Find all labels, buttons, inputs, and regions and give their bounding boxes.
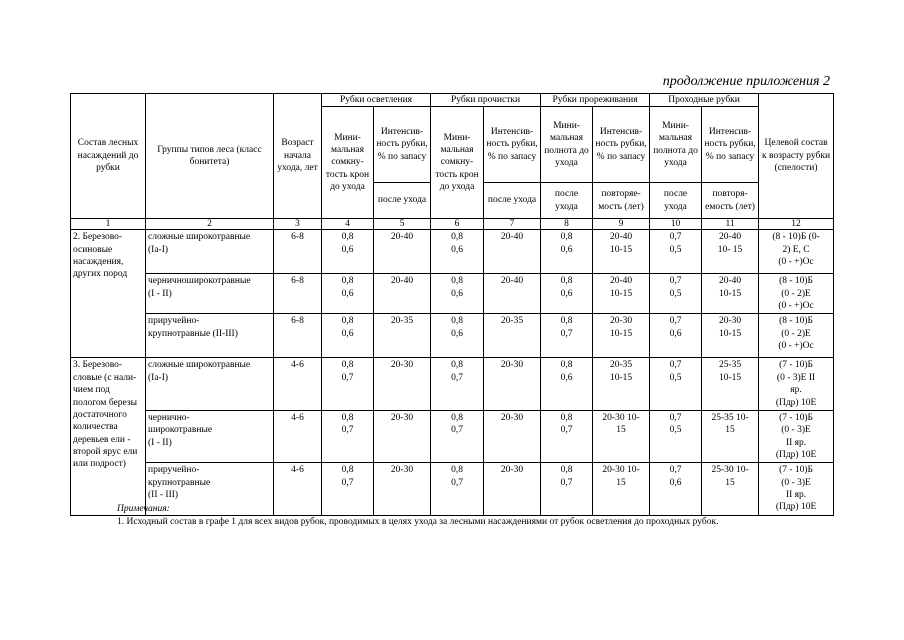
target-composition-cell-line: (0 - 2)Е — [781, 328, 811, 339]
thinning-intensity-cell-line: 10-15 — [609, 244, 633, 255]
thinning-stocking-cell-line: 0,6 — [560, 244, 573, 255]
composition-cell: 3. Березово-словые (с нали-чием под пологом березы достаточного количества деревьев ели - второй ярус ели или подрост) — [71, 358, 146, 516]
thinning-stocking-cell — [541, 358, 593, 410]
cleaning-density-cell — [431, 314, 484, 358]
column-number: 11 — [702, 219, 759, 230]
passing-stocking-cell-line: 0,6 — [669, 477, 682, 488]
notes — [117, 503, 837, 529]
target-composition-cell-line: (0 - 2)Е — [781, 288, 811, 299]
thinning-intensity-cell-line: 15 — [616, 477, 626, 488]
header-thinning-intensity: Интенсив-ность рубки, % по запасу — [593, 107, 650, 183]
cleaning-density-cell-line: 0,8 — [451, 276, 463, 287]
passing-intensity-cell-line: 10-15 — [718, 288, 742, 299]
target-composition-cell-line: (7 - 10)Б — [779, 360, 814, 371]
cleaning-density-cell-line: 0,8 — [451, 412, 463, 423]
forest-type-cell-line: крупнотравные — [148, 477, 211, 488]
thinning-stocking-cell-line: 0,8 — [560, 412, 573, 423]
target-composition-cell-line: (Пдр) 10Е — [775, 449, 817, 460]
cleaning-intensity-cell — [484, 230, 541, 274]
lightening-intensity-cell — [374, 314, 431, 358]
page-caption: продолжение приложения 2 — [662, 74, 830, 89]
thinning-intensity-cell — [593, 410, 650, 462]
passing-intensity-cell-line: 25-35 — [718, 360, 742, 371]
cleaning-intensity-cell — [484, 314, 541, 358]
cleaning-density-cell — [431, 230, 484, 274]
column-number: 5 — [374, 219, 431, 230]
passing-stocking-cell-line: 0,7 — [669, 360, 682, 371]
column-number: 3 — [274, 219, 322, 230]
target-composition-cell-line: (0 - +)Ос — [778, 341, 814, 352]
lightening-density-cell-line: 0,7 — [341, 477, 354, 488]
lightening-intensity-cell-line: 20-40 — [390, 232, 414, 243]
header-group-thinning: Рубки прореживания — [541, 94, 650, 107]
header-passing-after: после ухода — [650, 183, 702, 219]
passing-stocking-cell-line: 0,5 — [669, 244, 682, 255]
passing-intensity-cell-line: 25-35 10- — [711, 412, 749, 423]
column-number: 9 — [593, 219, 650, 230]
cleaning-density-cell-line: 0,8 — [451, 316, 463, 327]
forest-type-cell-line: чернично- — [148, 412, 190, 423]
start-age-cell: 6-8 — [274, 314, 322, 358]
thinning-intensity-cell-line: 15 — [616, 425, 626, 436]
thinning-intensity-cell-line: 20-40 — [609, 232, 633, 243]
cleaning-intensity-cell-line: 20-40 — [500, 276, 524, 287]
passing-stocking-cell-line: 0,6 — [669, 328, 682, 339]
lightening-density-cell-line: 0,8 — [341, 232, 354, 243]
lightening-density-cell-line: 0,7 — [341, 372, 354, 383]
table-row — [71, 274, 834, 314]
cleaning-density-cell-line: 0,6 — [451, 244, 463, 255]
forest-type-cell — [146, 358, 274, 410]
cleaning-density-cell-line: 0,6 — [451, 288, 463, 299]
lightening-intensity-cell — [374, 230, 431, 274]
header-passing-intensity: Интенсив-ность рубки, % по запасу — [702, 107, 759, 183]
target-composition-cell-line: (7 - 10)Б — [779, 412, 814, 423]
target-composition-cell — [759, 358, 834, 410]
passing-stocking-cell — [650, 274, 702, 314]
lightening-density-cell — [322, 230, 374, 274]
passing-intensity-cell-line: 20-40 — [718, 232, 742, 243]
lightening-density-cell-line: 0,8 — [341, 316, 354, 327]
passing-intensity-cell-line: 10-15 — [718, 328, 742, 339]
lightening-density-cell-line: 0,8 — [341, 465, 354, 476]
lightening-intensity-cell-line: 20-30 — [390, 465, 414, 476]
lightening-density-cell — [322, 314, 374, 358]
target-composition-cell — [759, 274, 834, 314]
start-age-cell: 4-6 — [274, 410, 322, 462]
cleaning-density-cell-line: 0,8 — [451, 232, 463, 243]
forest-type-cell-line: сложные широкотравные — [148, 232, 251, 243]
passing-intensity-cell — [702, 230, 759, 274]
passing-stocking-cell — [650, 314, 702, 358]
passing-stocking-cell-line: 0,7 — [669, 276, 682, 287]
thinning-stocking-cell-line: 0,6 — [560, 288, 573, 299]
thinning-stocking-cell — [541, 274, 593, 314]
cleaning-density-cell-line: 0,6 — [451, 328, 463, 339]
target-composition-cell — [759, 314, 834, 358]
lightening-intensity-cell-line: 20-30 — [390, 360, 414, 371]
forest-type-cell — [146, 314, 274, 358]
passing-stocking-cell-line: 0,7 — [669, 412, 682, 423]
target-composition-cell-line: II яр. — [785, 437, 807, 448]
header-start-age: Возраст начала ухода, лет — [274, 94, 322, 219]
thinning-intensity-cell-line: 10-15 — [609, 328, 633, 339]
header-row-groups — [71, 94, 834, 107]
passing-intensity-cell-line: 20-30 — [718, 316, 742, 327]
thinning-stocking-cell-line: 0,8 — [560, 276, 573, 287]
header-lightening-after: после ухода — [374, 183, 431, 219]
forest-type-cell-line: (I - II) — [148, 288, 172, 299]
target-composition-cell-line: 2) Е, С — [782, 244, 810, 255]
cleaning-density-cell-line: 0,8 — [451, 360, 463, 371]
passing-stocking-cell-line: 0,7 — [669, 232, 682, 243]
forest-type-cell-line: (Ia-I) — [148, 372, 169, 383]
column-number: 8 — [541, 219, 593, 230]
forest-type-cell-line: крупнотравные (II-III) — [148, 328, 238, 339]
forest-type-cell-line: (Ia-I) — [148, 244, 169, 255]
header-passing-repeat: повторя-емость (лет) — [702, 183, 759, 219]
lightening-intensity-cell-line: 20-30 — [390, 412, 414, 423]
target-composition-cell-line: (8 - 10)Б — [779, 316, 814, 327]
composition-cell: 2. Березово-осиновые насаждения, других пород — [71, 230, 146, 358]
target-composition-cell — [759, 230, 834, 274]
header-cleaning-density: Мини-мальная сомкну-тость крон до ухода — [431, 107, 484, 219]
header-passing-stocking: Мини-мальная полнота до ухода — [650, 107, 702, 183]
lightening-density-cell — [322, 358, 374, 410]
target-composition-cell-line: (0 - +)Ос — [778, 257, 814, 268]
notes-title: Примечания: — [117, 504, 170, 514]
lightening-intensity-cell-line: 20-40 — [390, 276, 414, 287]
forest-type-cell-line: сложные широкотравные — [148, 360, 251, 371]
target-composition-cell-line: (0 - +)Ос — [778, 301, 814, 312]
lightening-density-cell — [322, 274, 374, 314]
table-row — [71, 314, 834, 358]
forest-type-cell-line: (II - III) — [148, 489, 179, 500]
start-age-cell: 4-6 — [274, 358, 322, 410]
lightening-density-cell-line: 0,6 — [341, 328, 354, 339]
cutting-norms-table — [70, 93, 834, 516]
column-number: 1 — [71, 219, 146, 230]
forest-type-cell-line: широкотравные — [148, 425, 213, 436]
passing-stocking-cell-line: 0,5 — [669, 288, 682, 299]
forest-type-cell-line: (I - II) — [148, 437, 172, 448]
cleaning-intensity-cell-line: 20-35 — [500, 316, 524, 327]
passing-intensity-cell-line: 10-15 — [718, 372, 742, 383]
header-cleaning-intensity: Интенсив-ность рубки, % по запасу — [484, 107, 541, 183]
thinning-intensity-cell — [593, 314, 650, 358]
header-cleaning-after: после ухода — [484, 183, 541, 219]
lightening-density-cell-line: 0,8 — [341, 276, 354, 287]
lightening-density-cell — [322, 410, 374, 462]
passing-intensity-cell-line: 10- 15 — [717, 244, 743, 255]
forest-type-cell-line: приручейно- — [148, 316, 200, 327]
passing-stocking-cell — [650, 410, 702, 462]
forest-type-cell — [146, 230, 274, 274]
target-composition-cell-line: (Пдр) 10Е — [775, 502, 817, 513]
header-group-lightening: Рубки осветления — [322, 94, 431, 107]
start-age-cell: 6-8 — [274, 274, 322, 314]
thinning-stocking-cell-line: 0,8 — [560, 316, 573, 327]
header-composition: Состав лесных насаждений до рубки — [71, 94, 146, 219]
cleaning-intensity-cell — [484, 358, 541, 410]
target-composition-cell-line: (7 - 10)Б — [779, 465, 814, 476]
thinning-stocking-cell-line: 0,7 — [560, 328, 573, 339]
lightening-density-cell-line: 0,6 — [341, 244, 354, 255]
cleaning-intensity-cell-line: 20-30 — [500, 465, 524, 476]
thinning-stocking-cell-line: 0,8 — [560, 360, 573, 371]
thinning-intensity-cell — [593, 358, 650, 410]
lightening-intensity-cell — [374, 358, 431, 410]
thinning-intensity-cell — [593, 230, 650, 274]
forest-type-cell — [146, 410, 274, 462]
table-body — [71, 94, 834, 516]
target-composition-cell-line: (0 - 3)Е II — [776, 372, 816, 383]
start-age-cell: 4-6 — [274, 463, 322, 516]
passing-stocking-cell — [650, 230, 702, 274]
cleaning-intensity-cell-line: 20-30 — [500, 412, 524, 423]
passing-stocking-cell-line: 0,7 — [669, 316, 682, 327]
target-composition-cell-line: II яр. — [785, 489, 807, 500]
lightening-density-cell-line: 0,8 — [341, 360, 354, 371]
cleaning-intensity-cell-line: 20-40 — [500, 232, 524, 243]
note-item: 1. Исходный состав в графе 1 для всех видов рубок, проводимых в целях ухода за лесными насаждениями от рубок осветления до проходных рубок. — [117, 516, 719, 527]
header-thinning-after: после ухода — [541, 183, 593, 219]
header-target-composition: Целевой состав к возрасту рубки (спелости) — [759, 94, 834, 219]
thinning-intensity-cell-line: 10-15 — [609, 288, 633, 299]
cleaning-density-cell — [431, 358, 484, 410]
passing-intensity-cell-line: 15 — [725, 477, 735, 488]
passing-intensity-cell-line: 20-40 — [718, 276, 742, 287]
cleaning-density-cell — [431, 410, 484, 462]
thinning-intensity-cell — [593, 274, 650, 314]
thinning-intensity-cell-line: 20-35 — [609, 360, 633, 371]
header-thinning-repeat: повторяе-мость (лет) — [593, 183, 650, 219]
passing-intensity-cell — [702, 358, 759, 410]
header-thinning-stocking: Мини-мальная полнота до ухода — [541, 107, 593, 183]
target-composition-cell-line: (0 - 3)Е — [781, 425, 811, 436]
passing-stocking-cell-line: 0,7 — [669, 465, 682, 476]
lightening-density-cell-line: 0,6 — [341, 288, 354, 299]
thinning-stocking-cell-line: 0,7 — [560, 425, 573, 436]
target-composition-cell-line: (Пдр) 10Е — [775, 397, 817, 408]
cleaning-intensity-cell-line: 20-30 — [500, 360, 524, 371]
forest-type-cell — [146, 274, 274, 314]
thinning-intensity-cell-line: 20-30 10- — [602, 412, 640, 423]
thinning-stocking-cell — [541, 314, 593, 358]
header-forest-type: Группы типов леса (класс бонитета) — [146, 94, 274, 219]
header-lightening-intensity: Интенсив-ность рубки, % по запасу — [374, 107, 431, 183]
cleaning-density-cell-line: 0,7 — [451, 372, 463, 383]
thinning-stocking-cell-line: 0,7 — [560, 477, 573, 488]
forest-type-cell-line: черничноширокотравные — [148, 276, 251, 287]
column-number: 12 — [759, 219, 834, 230]
cleaning-density-cell-line: 0,7 — [451, 477, 463, 488]
lightening-intensity-cell — [374, 410, 431, 462]
cleaning-density-cell — [431, 274, 484, 314]
thinning-stocking-cell — [541, 410, 593, 462]
thinning-intensity-cell-line: 10-15 — [609, 372, 633, 383]
passing-intensity-cell-line: 25-30 10- — [711, 465, 749, 476]
header-lightening-density: Мини-мальная сомкну-тость крон до ухода — [322, 107, 374, 219]
table-row — [71, 358, 834, 410]
passing-intensity-cell-line: 15 — [725, 425, 735, 436]
thinning-intensity-cell-line: 20-30 — [609, 316, 633, 327]
header-group-cleaning: Рубки прочистки — [431, 94, 541, 107]
target-composition-cell-line: яр. — [790, 385, 802, 396]
cleaning-density-cell-line: 0,7 — [451, 425, 463, 436]
lightening-intensity-cell-line: 20-35 — [390, 316, 414, 327]
column-number: 10 — [650, 219, 702, 230]
forest-type-cell-line: приручейно- — [148, 465, 200, 476]
thinning-intensity-cell-line: 20-30 10- — [602, 465, 640, 476]
notes-list — [117, 516, 837, 529]
cleaning-density-cell-line: 0,8 — [451, 465, 463, 476]
passing-stocking-cell-line: 0,5 — [669, 372, 682, 383]
cleaning-intensity-cell — [484, 274, 541, 314]
table-row — [71, 410, 834, 462]
table-row — [71, 230, 834, 274]
thinning-intensity-cell-line: 20-40 — [609, 276, 633, 287]
thinning-stocking-cell-line: 0,8 — [560, 465, 573, 476]
header-group-passing: Проходные рубки — [650, 94, 759, 107]
passing-intensity-cell — [702, 314, 759, 358]
passing-stocking-cell-line: 0,5 — [669, 425, 682, 436]
lightening-density-cell-line: 0,8 — [341, 412, 354, 423]
column-number: 2 — [146, 219, 274, 230]
target-composition-cell-line: (8 - 10)Б (0- — [772, 232, 820, 243]
column-number: 7 — [484, 219, 541, 230]
column-number: 6 — [431, 219, 484, 230]
thinning-stocking-cell-line: 0,8 — [560, 232, 573, 243]
cleaning-intensity-cell — [484, 410, 541, 462]
target-composition-cell-line: (8 - 10)Б — [779, 276, 814, 287]
lightening-intensity-cell — [374, 274, 431, 314]
passing-intensity-cell — [702, 410, 759, 462]
target-composition-cell — [759, 410, 834, 462]
start-age-cell: 6-8 — [274, 230, 322, 274]
column-number: 4 — [322, 219, 374, 230]
thinning-stocking-cell-line: 0,6 — [560, 372, 573, 383]
passing-stocking-cell — [650, 358, 702, 410]
column-number-row — [71, 219, 834, 230]
thinning-stocking-cell — [541, 230, 593, 274]
target-composition-cell-line: (0 - 3)Е — [781, 477, 811, 488]
lightening-density-cell-line: 0,7 — [341, 425, 354, 436]
passing-intensity-cell — [702, 274, 759, 314]
